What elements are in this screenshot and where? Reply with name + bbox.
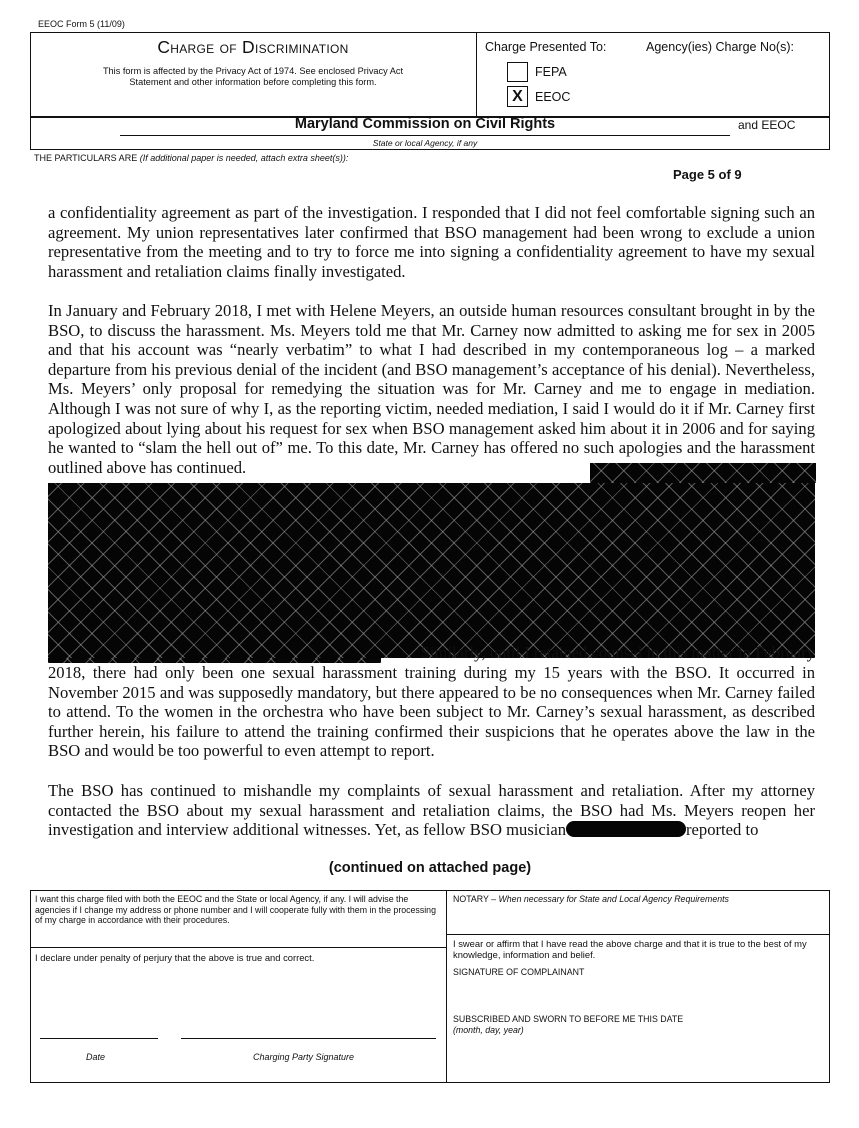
paragraph-4-text: The BSO has continued to mishandle my complaints of sexual harassment and retaliation. After my attorney contacted the BSO about my sexual harassment and retaliation claims, the BSO had Ms. Meyers reopen her investigation and interview additional witnesses. Yet, as fellow BSO musician xyxy=(48,781,815,840)
paragraph-1: a confidentiality agreement as part of the investigation. I responded that I did not feel comfortable signing such an agreement. My union representatives later confirmed that BSO management had been wrong to exclude a union representative from the meeting and to try to force me into signing a confidentiality agreement to have my sexual harassment and retaliation claims finally investigated. xyxy=(48,203,815,281)
redaction-block xyxy=(48,483,815,658)
paragraph-3-start: Similarly, until I retained counsel in this matter in February xyxy=(420,643,815,662)
fepa-label: FEPA xyxy=(535,65,567,79)
agency-caption: State or local Agency, if any xyxy=(372,138,478,148)
agency-name: Maryland Commission on Civil Rights xyxy=(294,116,556,132)
and-eeoc: and EEOC xyxy=(738,118,796,132)
particulars-hint: (If additional paper is needed, attach extra sheet(s)): xyxy=(139,153,349,163)
notary-label xyxy=(453,894,729,904)
fepa-checkbox[interactable] xyxy=(507,62,528,82)
form-id: EEOC Form 5 (11/09) xyxy=(38,19,125,29)
paragraph-4 xyxy=(48,781,815,840)
subscribed-label: SUBSCRIBED AND SWORN TO BEFORE ME THIS DATE xyxy=(453,1014,684,1024)
date-label: Date xyxy=(86,1052,106,1062)
charge-presented-to-label: Charge Presented To: xyxy=(485,40,607,54)
signature-line xyxy=(181,1038,436,1039)
form-title: Charge of Discrimination xyxy=(157,37,349,57)
agency-charge-no-label: Agency(ies) Charge No(s): xyxy=(646,40,794,54)
paragraph-2: In January and February 2018, I met with Helene Meyers, an outside human resources consultant brought in by the BSO, to discuss the harassment. Ms. Meyers told me that Mr. Carney now admitted to asking me for sex in 2005 and that his account was “nearly verbatim” to what I had described in my contemporaneous log – a marked departure from his previous denial of the incident (and BSO management’s acceptance of his denial). Nevertheless, Ms. Meyers’ only proposal for remedying the situation was for Mr. Carney and me to engage in mediation. Although I was not sure of why I, as the reporting victim, needed mediation, I said I would do it if Mr. Carney first apologized about lying about his request for sex when BSO management asked him about it in 2006 and for saying he wanted to “slam the hell out of” me. To this date, Mr. Carney has offered no such apologies and the harassment outlined above has continued. xyxy=(48,301,815,477)
paragraph-4-end: reported to xyxy=(686,820,759,840)
eeoc-checkbox[interactable]: X xyxy=(507,86,528,107)
redaction-name xyxy=(566,821,686,837)
particulars-label-text: THE PARTICULARS ARE xyxy=(34,153,138,163)
notary-label-text: NOTARY – xyxy=(453,894,497,904)
continued-note: (continued on attached page) xyxy=(328,860,532,876)
perjury-statement: I declare under penalty of perjury that the above is true and correct. xyxy=(35,952,315,963)
swear-statement: I swear or affirm that I have read the above charge and that it is true to the best of my knowledge, information and belief. xyxy=(453,938,807,961)
filing-statement: I want this charge filed with both the EEOC and the State or local Agency, if any. I will advise the agencies if I change my address or phone number and I will cooperate fully with them in the processing of my charge in accordance with their procedures. xyxy=(35,894,436,926)
particulars-label xyxy=(34,153,348,163)
privacy-note-line-1: This form is affected by the Privacy Act of 1974. See enclosed Privacy Act xyxy=(102,66,404,76)
page-number: Page 5 of 9 xyxy=(673,167,742,182)
redaction-1 xyxy=(590,463,816,483)
signature-of-complainant-label: SIGNATURE OF COMPLAINANT xyxy=(453,967,585,977)
paragraph-3: 2018, there had only been one sexual harassment training during my 15 years with the BSO. It occurred in November 2015 and was supposedly mandatory, but there appeared to be no consequences when Mr. Carney failed to attend. To the women in the orchestra who have been subject to Mr. Carney’s sexual harassment, as described further herein, his failure to attend the training confirmed their suspicions that he operates above the law in the BSO and would be too powerful to even attempt to report. xyxy=(48,663,815,761)
privacy-note xyxy=(30,66,476,88)
signature-label: Charging Party Signature xyxy=(253,1052,355,1062)
notary-hint: When necessary for State and Local Agency Requirements xyxy=(498,894,729,904)
privacy-note-line-2: Statement and other information before completing this form. xyxy=(129,77,377,87)
date-line xyxy=(40,1038,158,1039)
subscribed-hint: (month, day, year) xyxy=(453,1025,524,1035)
eeoc-label: EEOC xyxy=(535,90,571,104)
